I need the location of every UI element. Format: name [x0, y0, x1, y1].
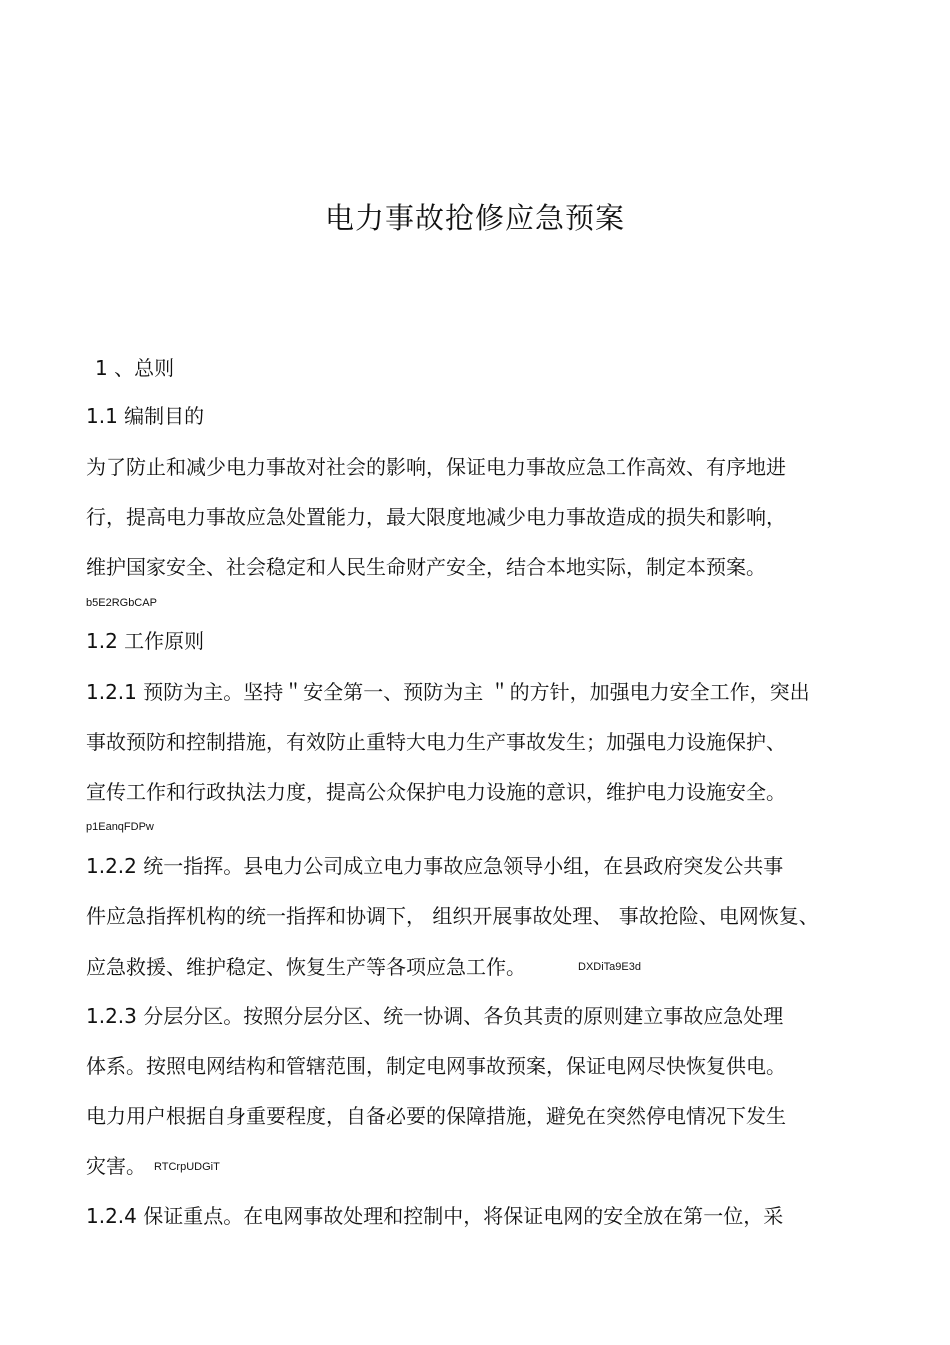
paragraph-line: 件应急指挥机构的统一指挥和协调下， 组织开展事故处理、 事故抢险、电网恢复、 [86, 904, 819, 928]
paragraph-line: 体系。按照电网结构和管辖范围，制定电网事故预案，保证电网尽快恢复供电。 [86, 1054, 786, 1078]
paragraph-line: 行，提高电力事故应急处置能力，最大限度地减少电力事故造成的损失和影响， [86, 505, 786, 529]
paragraph-line: 电力用户根据自身重要程度，自备必要的保障措施，避免在突然停电情况下发生 [86, 1104, 786, 1128]
section-1-heading: 1 、总则 [95, 356, 175, 380]
document-code: p1EanqFDPw [86, 821, 154, 833]
section-1-1-heading: 1.1 编制目的 [86, 404, 205, 428]
paragraph-line: 1.2.4 保证重点。在电网事故处理和控制中，将保证电网的安全放在第一位，采 [86, 1204, 784, 1228]
document-code: DXDiTa9E3d [578, 961, 641, 973]
paragraph-line: 1.2.3 分层分区。按照分层分区、统一协调、各负其责的原则建立事故应急处理 [86, 1004, 784, 1028]
paragraph-line: 宣传工作和行政执法力度，提高公众保护电力设施的意识，维护电力设施安全。 [86, 780, 786, 804]
paragraph-line: 维护国家安全、社会稳定和人民生命财产安全，结合本地实际，制定本预案。 [86, 555, 766, 579]
paragraph-line: 灾害。 [86, 1154, 146, 1178]
paragraph-line: 1.2.2 统一指挥。县电力公司成立电力事故应急领导小组，在县政府突发公共事 [86, 854, 784, 878]
document-title: 电力事故抢修应急预案 [324, 201, 625, 235]
section-1-2-heading: 1.2 工作原则 [86, 629, 205, 653]
document-code: RTCrpUDGiT [154, 1161, 220, 1173]
document-code: b5E2RGbCAP [86, 597, 157, 609]
paragraph-line: 应急救援、维护稳定、恢复生产等各项应急工作。 [86, 955, 526, 979]
paragraph-line: 为了防止和减少电力事故对社会的影响，保证电力事故应急工作高效、有序地进 [86, 455, 786, 479]
paragraph-line: 1.2.1 预防为主。坚持＂安全第一、预防为主 ＂的方针，加强电力安全工作，突出 [86, 680, 810, 704]
paragraph-line: 事故预防和控制措施，有效防止重特大电力生产事故发生；加强电力设施保护、 [86, 730, 786, 754]
